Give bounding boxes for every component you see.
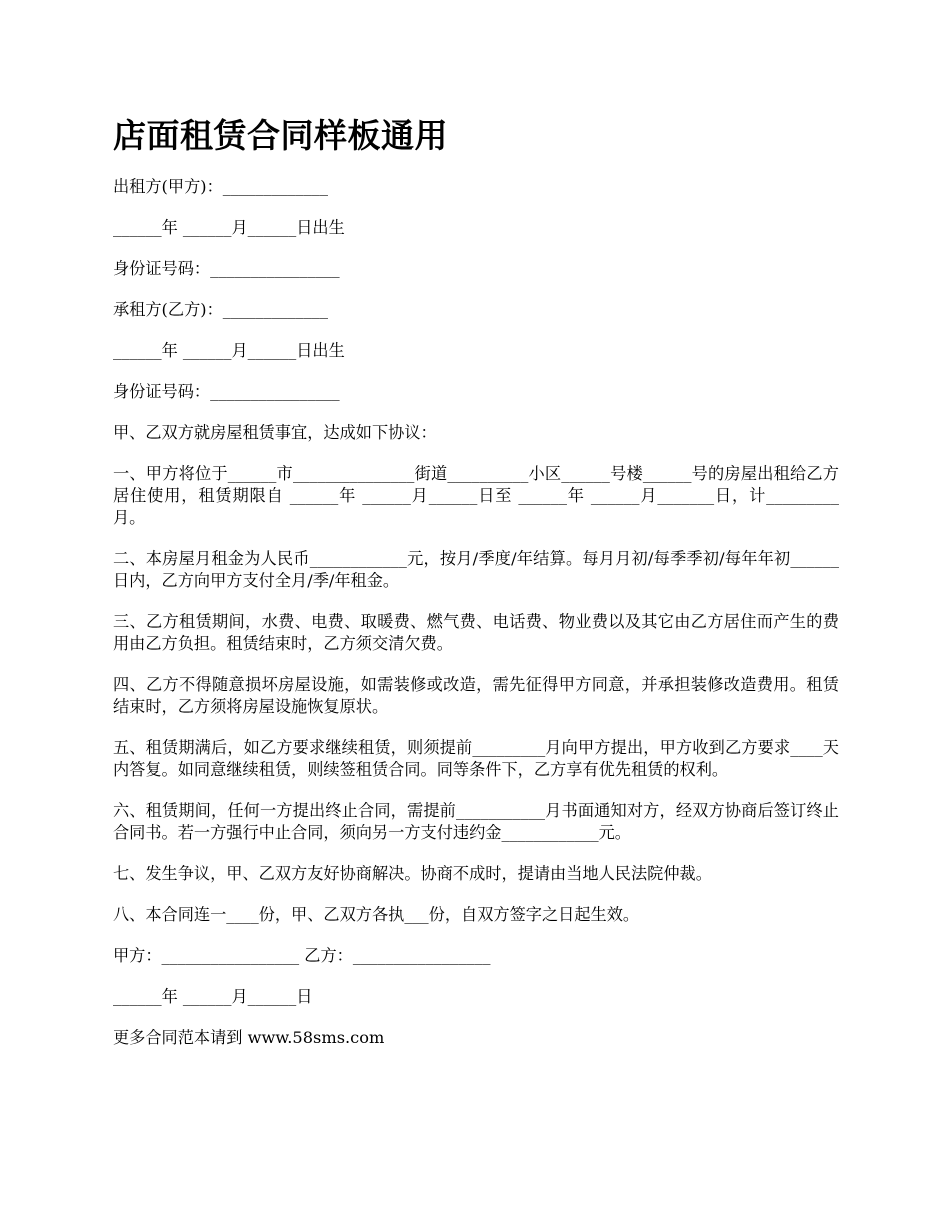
signature-line: 甲方：_________________ 乙方：_________________ <box>113 946 491 965</box>
clause-1: 一、甲方将位于______市_______________街道__________小区______号楼______号的房屋出租给乙方居住使用，租赁期限自 ______年 ______月______日至 ______年 ______月_______日，计_________月。 <box>113 464 839 527</box>
clause-4: 四、乙方不得随意损坏房屋设施，如需装修或改造，需先征得甲方同意，并承担装修改造费用。租赁结束时，乙方须将房屋设施恢复原状。 <box>113 675 839 716</box>
clause-8: 八、本合同连一____份，甲、乙双方各执___份，自双方签字之日起生效。 <box>113 905 640 924</box>
document-title: 店面租赁合同样板通用 <box>113 116 448 155</box>
lessee-id-line: 身份证号码：________________ <box>113 382 340 401</box>
signature-date-line: ______年 ______月______日 <box>113 987 313 1006</box>
footer-link-text: 更多合同范本请到 www.58sms.com <box>113 1028 385 1047</box>
clause-6: 六、租赁期间，任何一方提出终止合同，需提前___________月书面通知对方，经双方协商后签订终止合同书。若一方强行中止合同，须向另一方支付违约金____________元。 <box>113 801 839 842</box>
clause-3: 三、乙方租赁期间，水费、电费、取暖费、燃气费、电话费、物业费以及其它由乙方居住而产生的费用由乙方负担。租赁结束时，乙方须交清欠费。 <box>113 612 839 653</box>
clause-2: 二、本房屋月租金为人民币____________元，按月/季度/年结算。每月月初/每季季初/每年年初______日内，乙方向甲方支付全月/季/年租金。 <box>113 549 839 590</box>
document-page <box>113 108 839 1068</box>
lessor-line: 出租方(甲方)：_____________ <box>113 177 328 196</box>
lessee-birthdate-line: ______年 ______月______日出生 <box>113 341 345 360</box>
clause-5: 五、租赁期满后，如乙方要求继续租赁，则须提前_________月向甲方提出，甲方收到乙方要求____天内答复。如同意继续租赁，则续签租赁合同。同等条件下，乙方享有优先租赁的权利。 <box>113 738 839 779</box>
lessor-id-line: 身份证号码：________________ <box>113 259 340 278</box>
lessee-line: 承租方(乙方)：_____________ <box>113 300 328 319</box>
clause-7: 七、发生争议，甲、乙双方友好协商解决。协商不成时，提请由当地人民法院仲裁。 <box>113 864 712 883</box>
agreement-intro: 甲、乙双方就房屋租赁事宜，达成如下协议： <box>113 423 437 442</box>
lessor-birthdate-line: ______年 ______月______日出生 <box>113 218 345 237</box>
